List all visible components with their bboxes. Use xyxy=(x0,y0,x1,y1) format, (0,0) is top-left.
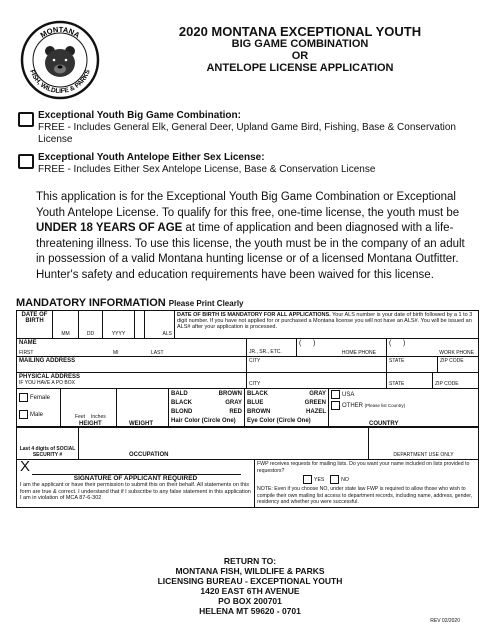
return-address: RETURN TO: MONTANA FISH, WILDLIFE & PARKS LICENSING BUREAU - EXCEPTIONAL YOUTH 1420 EAST 6TH AVENUE PO BOX 200701 HELENA MT 59620 - 0701 xyxy=(157,556,343,616)
name-address-table xyxy=(16,338,479,389)
dob-label: DATE OF BIRTH xyxy=(17,311,53,339)
usa-checkbox[interactable] xyxy=(331,390,340,399)
form-title: 2020 MONTANA EXCEPTIONAL YOUTH xyxy=(178,24,422,39)
physical-state-field[interactable]: STATE xyxy=(387,373,433,388)
gender-field[interactable]: Female Male xyxy=(17,389,61,428)
form-subtitle: BIG GAME COMBINATION OR ANTELOPE LICENSE APPLICATION xyxy=(206,38,394,74)
intro-paragraph: This application is for the Exceptional Youth Big Game Combination or Exceptional Youth Antelope License. To qualify for this free, one-time license, the youth must be UNDER 18 YEARS OF AGE at time of application and been diagnosed with a life-threatening illness. To use this license, the youth must be in the company of an adult in possession of a valid Montana hunting license or of a licensed Montana Outfitter. Hunter's safety and education requirements have been waived for this license. xyxy=(36,191,465,281)
option-big-game[interactable]: Exceptional Youth Big Game Combination: FREE - Includes General Elk, General Deer, Upland Game Bird, Fishing, Base & Conservation License xyxy=(18,110,488,146)
signature-field[interactable]: X SIGNATURE OF APPLICANT REQUIRED I am the applicant or have their permission to submit this on their behalf. All statements on this form are true & correct. I understand that if I subscribe to any false statement in this application I am in violation of MCA 87-6-302 xyxy=(17,460,255,508)
name-field[interactable]: NAME FIRST MI LAST xyxy=(17,339,247,357)
yes-checkbox[interactable] xyxy=(303,475,312,484)
department-use-field: DEPARTMENT USE ONLY xyxy=(369,427,479,460)
bear-icon xyxy=(45,46,75,77)
dob-table xyxy=(16,310,479,339)
svg-text:MONTANA: MONTANA xyxy=(38,24,82,40)
country-field[interactable]: USA OTHER (Please list Country) COUNTRY xyxy=(329,389,479,428)
home-phone-field[interactable]: ( ) HOME PHONE xyxy=(297,339,387,357)
physical-address-field[interactable]: PHYSICAL ADDRESS IF YOU HAVE A PO BOX xyxy=(17,373,247,389)
als-field[interactable]: ALS xyxy=(145,311,175,339)
male-checkbox[interactable] xyxy=(19,410,28,419)
mailing-address-field[interactable]: MAILING ADDRESS xyxy=(17,357,247,373)
mailing-zip-field[interactable]: ZIP CODE xyxy=(440,358,464,364)
mailing-city-field[interactable]: CITY xyxy=(247,357,387,373)
no-checkbox[interactable] xyxy=(330,475,339,484)
ssn-occupation-table xyxy=(16,426,479,460)
montana-fwp-logo xyxy=(20,20,100,100)
suffix-field[interactable]: JR., SR., ETC. xyxy=(247,339,297,357)
mailing-state-field[interactable]: STATE xyxy=(387,357,438,372)
dob-yyyy-field[interactable]: YYYY xyxy=(103,311,135,339)
antelope-checkbox[interactable] xyxy=(18,154,34,169)
big-game-checkbox[interactable] xyxy=(18,112,34,127)
work-phone-field[interactable]: ( ) WORK PHONE xyxy=(387,339,479,357)
dob-dd-field[interactable]: DD xyxy=(79,311,103,339)
dob-notice: DATE OF BIRTH IS MANDATORY FOR ALL APPLICATIONS. Your ALS number is your date of birth followed by a 1 to 3 digit number. If you have not applied for or purchased a Montana license you will not have an ALS#. You will be issued an ALS# after your application is processed. xyxy=(175,311,479,339)
revision-date: REV 02/2020 xyxy=(430,618,460,624)
svg-text:FISH, WILDLIFE & PARKS: FISH, WILDLIFE & PARKS xyxy=(28,68,92,96)
physical-description-table xyxy=(16,388,479,428)
weight-field[interactable]: WEIGHT xyxy=(117,389,169,428)
eye-color-field[interactable]: BLACK GRAY BLUE GREEN BROWN HAZEL Eye Color (Circle One) xyxy=(245,389,329,428)
occupation-field[interactable]: OCCUPATION xyxy=(79,427,369,460)
dob-mm-field[interactable]: MM xyxy=(53,311,79,339)
other-country-checkbox[interactable] xyxy=(331,401,340,410)
hair-color-field[interactable]: BALD BROWN BLACK GRAY BLOND RED Hair Color (Circle One) xyxy=(169,389,245,428)
option-antelope[interactable]: Exceptional Youth Antelope Either Sex License: FREE - Includes Either Sex Antelope License, Base & Conservation License xyxy=(18,152,488,176)
physical-zip-field[interactable]: ZIP CODE xyxy=(435,381,459,387)
ssn-field[interactable]: Last 4 digits of SOCIAL SECURITY # xyxy=(17,427,79,460)
signature-table xyxy=(16,459,479,508)
female-checkbox[interactable] xyxy=(19,393,28,402)
fwp-mailing-list-field[interactable]: FWP receives requests for mailing lists. Do you want your name included on lists provided to requestors? YES NO NOTE: Even if you choose NO, under state law FWP is required to allow those who wish to compile their own mailing list access to department records, including name, address, gender, residency and whether you were successful. xyxy=(255,460,479,508)
mandatory-heading: MANDATORY INFORMATION Please Print Clearly xyxy=(16,297,244,309)
physical-city-field[interactable]: CITY xyxy=(247,373,387,389)
height-field[interactable]: Feet Inches HEIGHT xyxy=(61,389,117,428)
